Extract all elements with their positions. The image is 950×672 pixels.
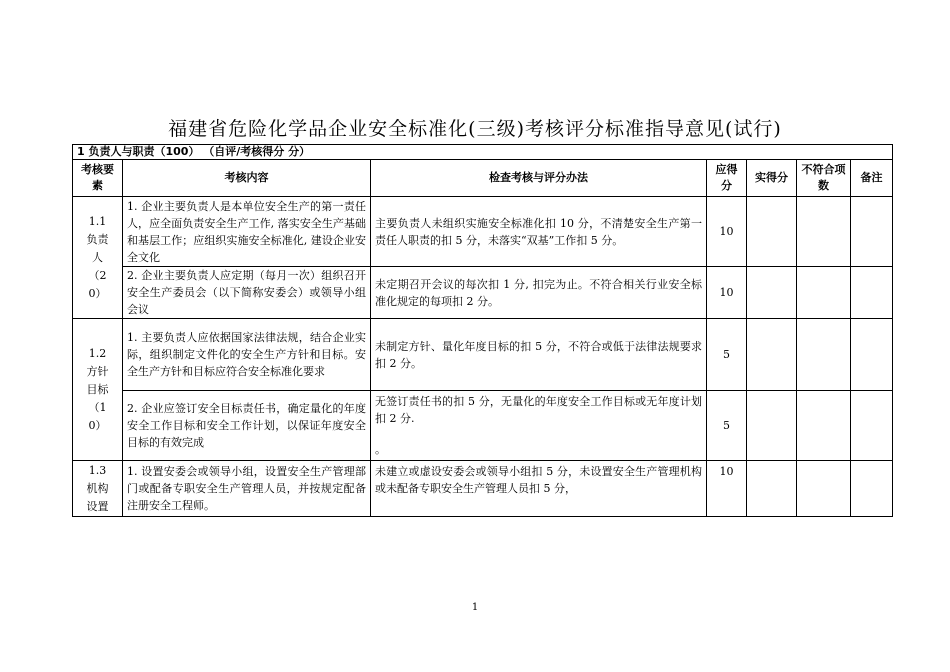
- noncompliance-cell: [797, 197, 851, 267]
- method-extra-text: 。: [375, 443, 386, 456]
- table-row: [73, 319, 893, 391]
- method-cell: 主要负责人未组织实施安全标准化扣 10 分，不清楚安全生产第一责任人职责的扣 5 分，未落实“双基”工作扣 5 分。: [371, 197, 707, 267]
- method-cell: 未制定方针、量化年度目标的扣 5 分，不符合或低于法律法规要求扣 2 分。: [371, 319, 707, 391]
- col-header-noncompliance: 不符合项数: [797, 160, 851, 197]
- method-cell: 未定期召开会议的每次扣 1 分, 扣完为止。不符合相关行业安全标准化规定的每项扣 2 分。: [371, 267, 707, 319]
- method-cell: [371, 391, 707, 461]
- method-cell: 未建立或虚设安委会或领导小组扣 5 分，未设置安全生产管理机构或未配备专职安全生产管理人员扣 5 分，: [371, 461, 707, 517]
- remarks-cell: [851, 267, 893, 319]
- remarks-cell: [851, 197, 893, 267]
- remarks-cell: [851, 461, 893, 517]
- content-cell: 1. 主要负责人应依据国家法律法规，结合企业实际，组织制定文件化的安全生产方针和目标。安全生产方针和目标应符合安全标准化要求: [123, 319, 371, 391]
- column-header-row: [73, 160, 893, 197]
- element-cell: [73, 197, 123, 319]
- col-header-score: 应得分: [707, 160, 747, 197]
- noncompliance-cell: [797, 319, 851, 391]
- content-cell: 2. 企业主要负责人应定期（每月一次）组织召开安全生产委员会（以下简称安委会）或领导小组会议: [123, 267, 371, 319]
- col-header-remarks: 备注: [851, 160, 893, 197]
- page-number: 1: [471, 602, 479, 613]
- actual-score-cell: [747, 391, 797, 461]
- score-cell: 10: [707, 197, 747, 267]
- table-row: [73, 461, 893, 517]
- noncompliance-cell: [797, 461, 851, 517]
- table-row: [73, 267, 893, 319]
- method-text: 无签订责任书的扣 5 分，无量化的年度安全工作目标或无年度计划扣 2 分.: [375, 395, 702, 425]
- actual-score-cell: [747, 197, 797, 267]
- table-row: [73, 391, 893, 461]
- col-header-method: 检查考核与评分办法: [371, 160, 707, 197]
- section-header: 1 负责人与职责（100） （自评/考核得分 分）: [73, 145, 893, 160]
- noncompliance-cell: [797, 391, 851, 461]
- score-cell: 10: [707, 267, 747, 319]
- score-cell: 5: [707, 391, 747, 461]
- noncompliance-cell: [797, 267, 851, 319]
- actual-score-cell: [747, 267, 797, 319]
- section-header-row: [73, 145, 893, 160]
- remarks-cell: [851, 391, 893, 461]
- col-header-actual: 实得分: [747, 160, 797, 197]
- element-label: 1.1负责人（20）: [86, 214, 109, 300]
- element-label: 1.3机构设置: [86, 463, 109, 513]
- element-cell: [73, 461, 123, 517]
- remarks-cell: [851, 319, 893, 391]
- content-cell: 1. 设置安委会或领导小组，设置安全生产管理部门或配备专职安全生产管理人员，并按规定配备注册安全工程师。: [123, 461, 371, 517]
- table-row: [73, 197, 893, 267]
- scoring-table: [72, 144, 893, 517]
- actual-score-cell: [747, 461, 797, 517]
- score-cell: 5: [707, 319, 747, 391]
- element-cell: [73, 319, 123, 461]
- col-header-element: 考核要素: [73, 160, 123, 197]
- document-title: 福建省危险化学品企业安全标准化(三级)考核评分标准指导意见(试行): [168, 118, 782, 140]
- score-cell: 10: [707, 461, 747, 517]
- element-label: 1.2方针目标（10）: [86, 346, 109, 432]
- content-cell: 1. 企业主要负责人是本单位安全生产的第一责任人，应全面负责安全生产工作, 落实安全生产基础和基层工作；应组织实施安全标准化, 建设企业安全文化: [123, 197, 371, 267]
- content-cell: 2. 企业应签订安全目标责任书，确定量化的年度安全工作目标和安全工作计划，以保证年度安全目标的有效完成: [123, 391, 371, 461]
- col-header-content: 考核内容: [123, 160, 371, 197]
- actual-score-cell: [747, 319, 797, 391]
